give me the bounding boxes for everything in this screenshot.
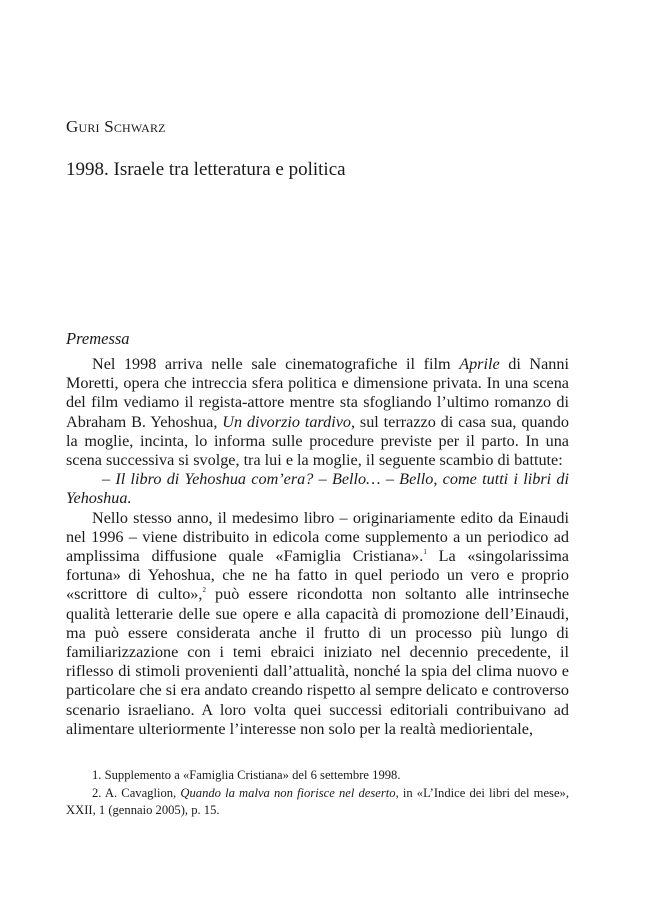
film-title: Aprile — [459, 355, 500, 373]
footnote-2 — [66, 785, 569, 820]
author-name: Guri Schwarz — [66, 117, 166, 136]
section-heading: Premessa — [66, 329, 130, 348]
text-run: , in «L’Indice dei libri del mese», XXII, 1 (gennaio 2005), p. 15. — [66, 785, 569, 817]
footnote-1: 1. Supplemento a «Famiglia Cristiana» del 6 settembre 1998. — [92, 768, 401, 782]
footnotes — [66, 767, 569, 820]
text-run: 2. A. Cavaglion, — [92, 785, 181, 800]
text-run: La «singolarissima fortuna» di Yehoshua, che ne ha fatto in quel periodo un vero e proprio «scrittore di culto», — [66, 547, 569, 604]
body-text — [66, 355, 569, 739]
footnote-reference[interactable]: 1 — [423, 548, 427, 557]
text-run: di Nanni Moretti, opera che intreccia sfera politica e dimensione privata. In una scena del film vediamo il regista-attore mentre sta sfogliando l’ultimo romanzo di Abraham B. Yehoshua, — [66, 355, 569, 431]
cited-work-title: Quando la malva non fiorisce nel deserto — [180, 785, 396, 800]
chapter-title: 1998. Israele tra letteratura e politica — [66, 159, 346, 180]
dialogue-quote: – Il libro di Yehoshua com’era? – Bello… – Bello, come tutti i libri di Yehoshua. — [66, 470, 569, 508]
novel-title: Un divorzio tardivo — [222, 412, 351, 431]
text-run: , sul terrazzo di casa sua, quando la moglie, incinta, lo informa sulle procedure previste per il parto. In una scena successiva si svolge, tra lui e la moglie, il seguente scambio di battute: — [66, 412, 569, 470]
text-run: Nello stesso anno, il medesimo libro – originariamente edito da Einaudi nel 1996 – viene distribuito in edicola come supplemento a un periodico ad amplissima diffusione quale «Famiglia Cristiana». — [66, 508, 569, 566]
text-run: può essere ricondotta non soltanto alle intrinseche qualità letterarie delle sue opere e alla capacità di promozione dell’Einaudi, ma può essere considerata anche il frutto di un processo più lungo di familiarizzazione con i temi ebraici iniziato nel decennio precedente, il riflesso di stimoli provenienti dall’attualità, nonché la spia del clima nuovo e particolare che si era andato creando rispetto al sempre delicato e controverso scenario israeliano. A loro volta quei successi editoriali contribuivano ad alimentare ulteriormente l’interesse non solo per la realtà mediorientale, — [66, 585, 570, 738]
paragraph — [66, 509, 569, 739]
text-run: Nel 1998 arriva nelle sale cinematografiche il film — [92, 355, 460, 373]
footnote-reference[interactable]: 2 — [202, 586, 206, 595]
paragraph — [66, 355, 569, 470]
